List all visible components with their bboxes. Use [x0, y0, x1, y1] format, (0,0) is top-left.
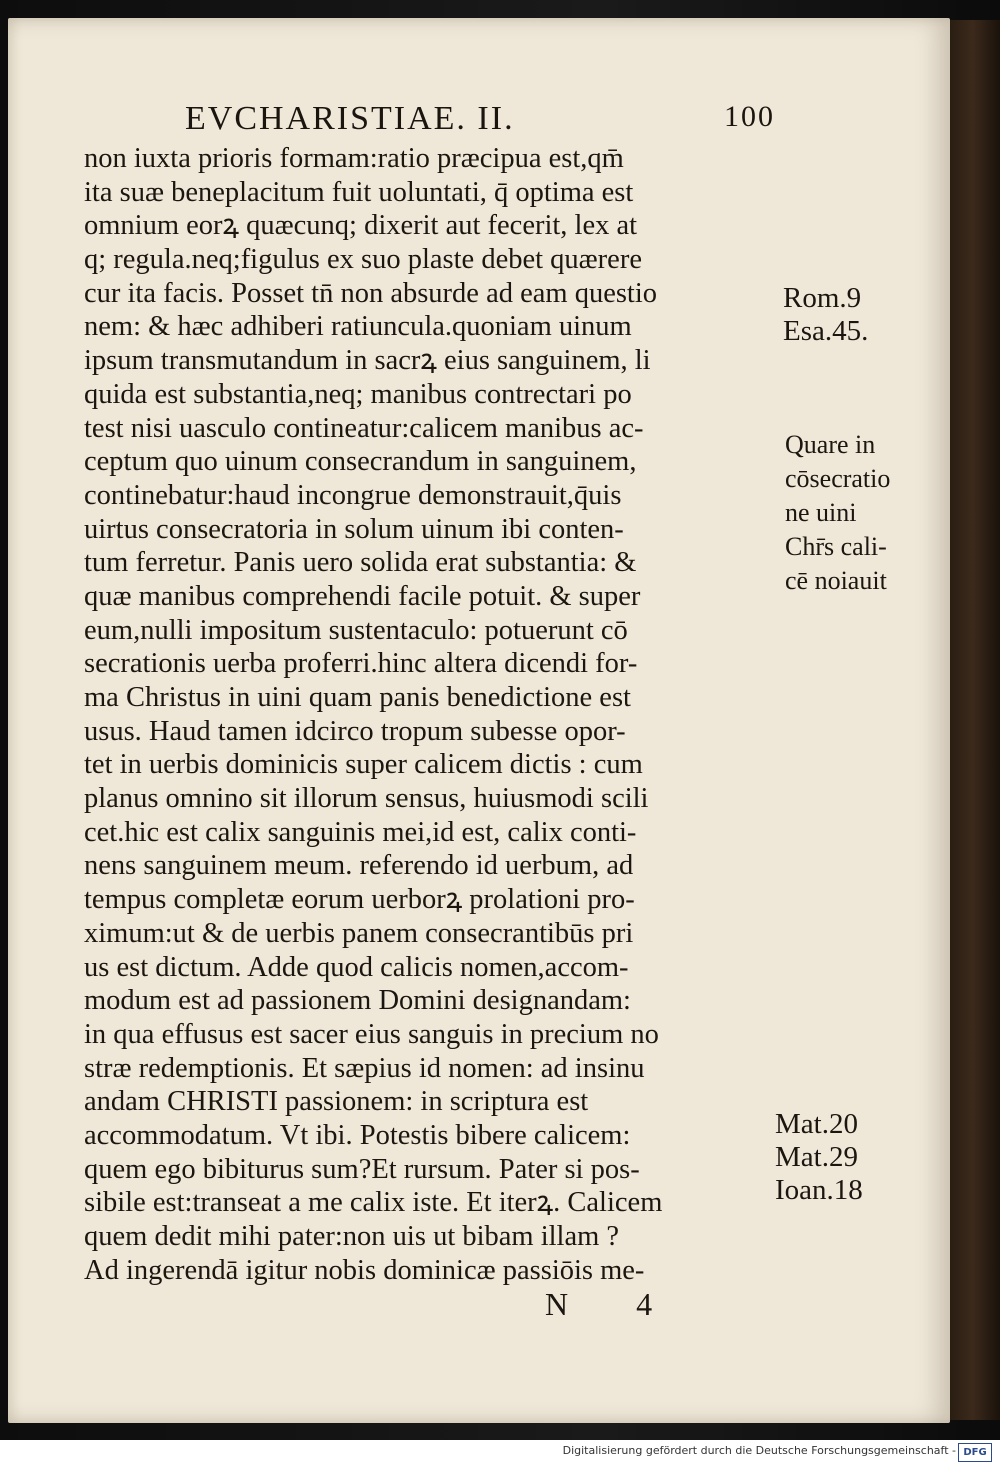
body-line: nem: & hæc adhiberi ratiuncula.quoniam uinum — [84, 311, 632, 343]
body-line: tum ferretur. Panis uero solida erat substantia: & — [84, 547, 637, 579]
body-line: secrationis uerba proferri.hinc altera dicendi for- — [84, 648, 638, 680]
book-edge — [950, 20, 1000, 1420]
margin-note-line: ne uini — [785, 498, 857, 527]
body-line: eum,nulli impositum sustentaculo: potuerunt cō — [84, 614, 628, 646]
body-line: tempus completæ eorum uerborꝝ prolationi pro- — [84, 884, 635, 916]
margin-note-line: cōsecratio — [785, 464, 891, 493]
body-line: omnium eorꝝ quæcunq; dixerit aut fecerit, lex at — [84, 210, 638, 242]
body-line: sibile est:transeat a me calix iste. Et iterꝝ. Calicem — [84, 1187, 663, 1219]
body-line: continebatur:haud incongrue demonstrauit,q̄uis — [84, 479, 622, 511]
body-line: ita suæ beneplacitum fuit uoluntati, q̄ optima est — [84, 176, 634, 208]
margin-note-line: Rom.9 — [783, 282, 862, 314]
margin-note-quare — [785, 428, 890, 598]
margin-note-line: cē noiauit — [785, 566, 887, 595]
body-line: quem dedit mihi pater:non uis ut bibam illam ? — [84, 1221, 620, 1252]
body-line: ipsum transmutandum in sacrꝝ eius sanguinem, li — [84, 345, 651, 377]
body-line: uirtus consecratoria in solum uinum ibi conten- — [84, 513, 624, 545]
running-head-title: EVCHARISTIAE. II. — [185, 100, 515, 137]
page-number: 100 — [724, 100, 775, 133]
body-line: usus. Haud tamen idcirco tropum subesse opor- — [84, 715, 626, 747]
margin-note-line: Ioan.18 — [775, 1174, 863, 1206]
margin-note-mat-ioan — [775, 1108, 863, 1207]
body-line: q; regula.neq;figulus ex suo plaste debet quærere — [84, 244, 642, 276]
running-head — [185, 100, 775, 144]
margin-note-line: Mat.29 — [775, 1141, 858, 1173]
margin-note-line: Mat.20 — [775, 1108, 858, 1140]
margin-note-line: Quare in — [785, 430, 876, 459]
body-line: quem ego bibiturus sum?Et rursum. Pater si pos- — [84, 1153, 640, 1185]
body-line: tet in uerbis dominicis super calicem dictis : cum — [84, 749, 643, 781]
margin-note-rom-esa — [783, 282, 868, 348]
body-line: planus omnino sit illorum sensus, huiusmodi scili — [84, 783, 649, 815]
body-line: quæ manibus comprehendi facile potuit. & super — [84, 580, 641, 612]
body-line: andam CHRISTI passionem: in scriptura est — [84, 1086, 589, 1118]
signature-mark: N 4 — [545, 1286, 683, 1322]
margin-note-line: Chr̄s cali- — [785, 532, 887, 561]
body-text — [84, 142, 774, 1287]
body-line: quida est substantia,neq; manibus contrectari po — [84, 378, 632, 410]
footer-bar — [0, 1440, 1000, 1464]
body-line: cur ita facis. Posset tn̄ non absurde ad eam questio — [84, 277, 658, 309]
body-line: test nisi uasculo contineatur:calicem manibus ac- — [84, 412, 644, 444]
body-line: in qua effusus est sacer eius sanguis in precium no — [84, 1018, 659, 1050]
body-line: non iuxta prioris formam:ratio præcipua est,qm̄ — [84, 143, 624, 174]
body-line: ximum:ut & de uerbis panem consecrantibūs pri — [84, 917, 634, 949]
body-line: modum est ad passionem Domini designandam: — [84, 985, 631, 1017]
body-line: ma Christus in uini quam panis benedictione est — [84, 682, 631, 713]
margin-note-line: Esa.45. — [783, 315, 869, 347]
dfg-logo-icon[interactable]: DFG — [958, 1443, 992, 1462]
body-line: us est dictum. Adde quod calicis nomen,accom- — [84, 951, 629, 983]
body-line: ceptum quo uinum consecrandum in sanguinem, — [84, 446, 637, 478]
body-line: accommodatum. Vt ibi. Potestis bibere calicem: — [84, 1119, 631, 1151]
footer-credit: Digitalisierung gefördert durch die Deutsche Forschungsgemeinschaft - — [562, 1444, 956, 1457]
body-line: stræ redemptionis. Et sæpius id nomen: ad insinu — [84, 1052, 645, 1084]
body-line: nens sanguinem meum. referendo id uerbum, ad — [84, 850, 634, 882]
body-line: Ad ingerendā igitur nobis dominicæ passiōis me- — [84, 1254, 645, 1286]
body-line: cet.hic est calix sanguinis mei,id est, calix conti- — [84, 816, 637, 848]
